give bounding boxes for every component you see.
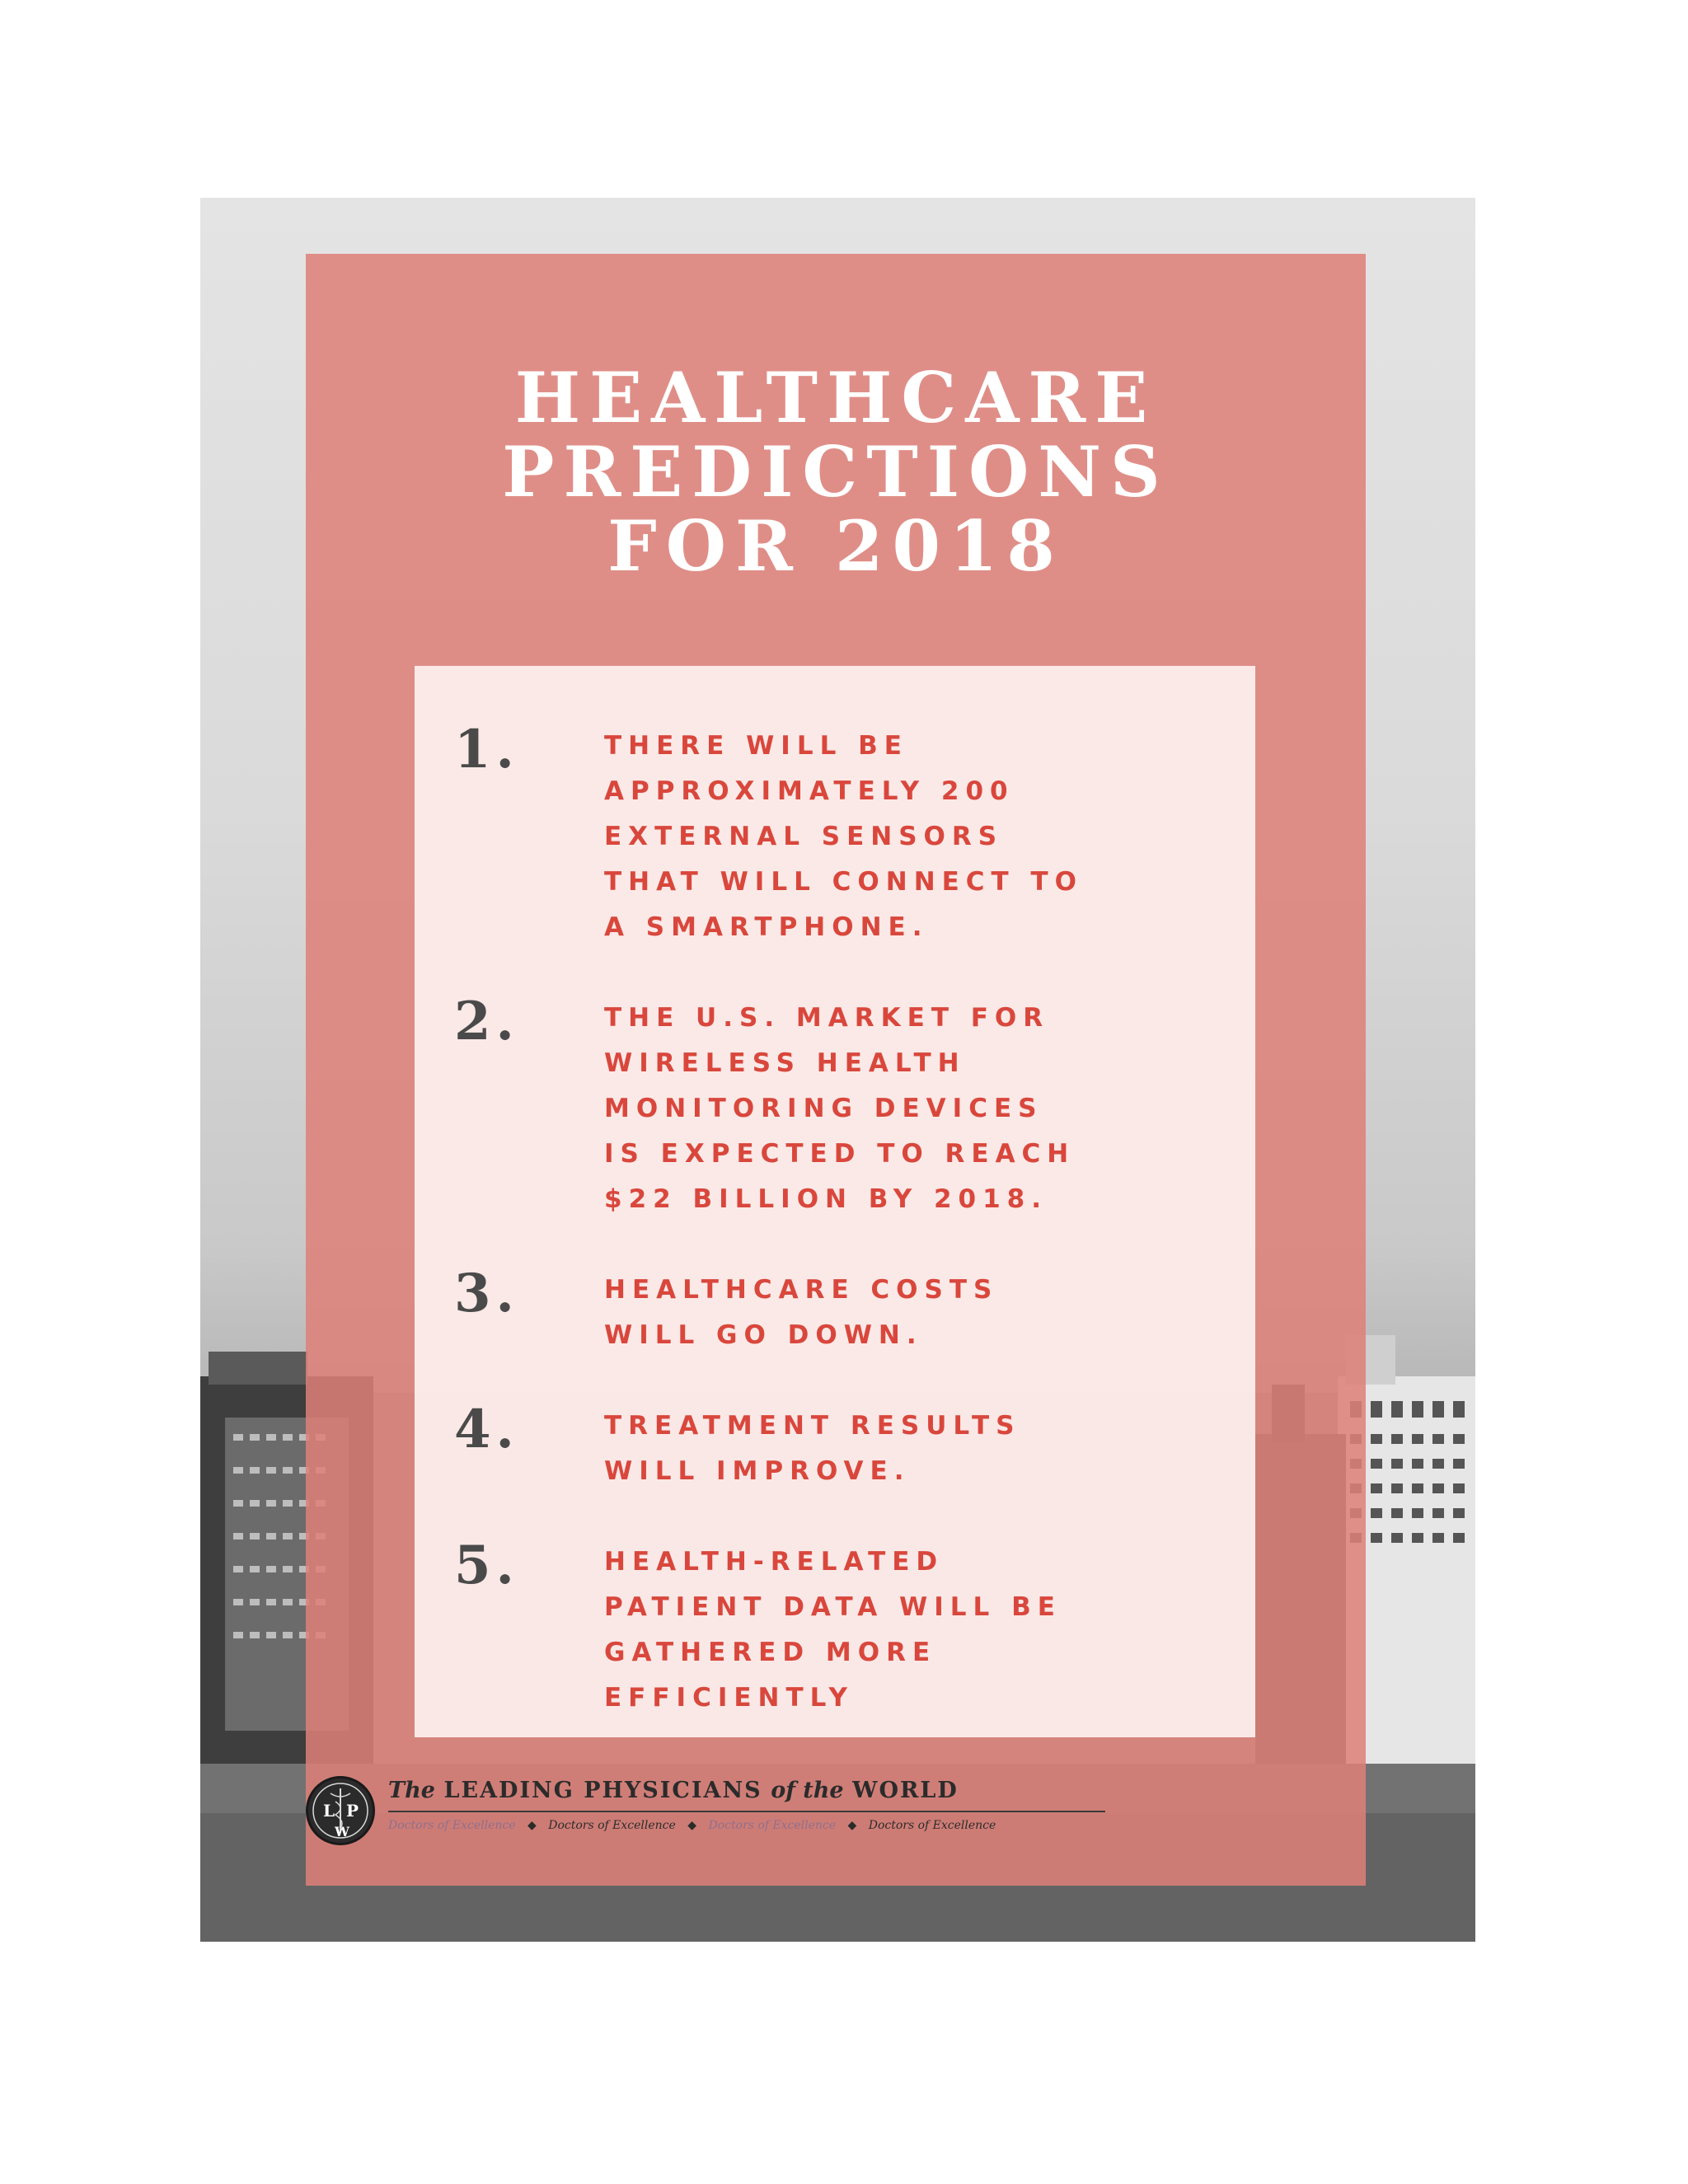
title-line-2: PREDICTIONS <box>502 431 1170 513</box>
headline-panel <box>306 254 1366 1886</box>
tagline-item: Doctors of Excellence <box>548 1819 676 1832</box>
item-line: GATHERED MORE <box>604 1638 937 1667</box>
item-line: $22 BILLION BY 2018. <box>604 1184 1048 1214</box>
tagline-separator: ◆ <box>687 1819 697 1832</box>
title-line-1: HEALTHCARE <box>514 357 1157 438</box>
item-number: 1. <box>454 719 519 780</box>
item-line: TREATMENT RESULTS <box>604 1411 1021 1441</box>
logo-letter-right: P <box>346 1801 359 1821</box>
poster <box>200 198 1475 1942</box>
item-line: EFFICIENTLY <box>604 1683 854 1713</box>
item-line: IS EXPECTED TO REACH <box>604 1139 1076 1169</box>
brand-the: The <box>388 1778 435 1803</box>
caduceus-seal-icon <box>306 1776 375 1845</box>
brand-divider <box>388 1811 1105 1812</box>
item-line: THAT WILL CONNECT TO <box>604 867 1083 897</box>
item-number: 2. <box>454 991 519 1052</box>
item-line: WILL GO DOWN. <box>604 1320 923 1350</box>
item-text <box>604 724 1231 950</box>
tagline-separator: ◆ <box>528 1819 537 1832</box>
item-text <box>604 1540 1231 1721</box>
item-text <box>604 1268 1231 1358</box>
item-line: WILL IMPROVE. <box>604 1456 911 1486</box>
page-title <box>306 357 1366 587</box>
brand-footer <box>306 1776 1171 1850</box>
brand-ofthe: of the <box>771 1778 844 1803</box>
item-line: MONITORING DEVICES <box>604 1094 1043 1123</box>
tagline-item: Doctors of Excellence <box>708 1819 837 1832</box>
item-line: HEALTH-RELATED <box>604 1547 945 1577</box>
item-line: THERE WILL BE <box>604 731 908 761</box>
tagline-item: Doctors of Excellence <box>868 1819 996 1832</box>
logo-letter-bottom: W <box>335 1824 349 1840</box>
item-line: PATIENT DATA WILL BE <box>604 1592 1062 1622</box>
brand-leading: LEADING PHYSICIANS <box>443 1778 762 1803</box>
predictions-list <box>415 666 1255 1737</box>
brand-world: WORLD <box>852 1778 959 1803</box>
title-line-3: FOR 2018 <box>607 505 1064 587</box>
item-text <box>604 996 1231 1222</box>
tagline-separator: ◆ <box>847 1819 857 1832</box>
item-line: WIRELESS HEALTH <box>604 1048 966 1078</box>
tagline-item: Doctors of Excellence <box>388 1819 516 1832</box>
item-text <box>604 1404 1231 1494</box>
item-line: APPROXIMATELY 200 <box>604 776 1015 806</box>
item-line: EXTERNAL SENSORS <box>604 822 1004 851</box>
item-line: THE U.S. MARKET FOR <box>604 1003 1050 1033</box>
item-number: 5. <box>454 1535 519 1596</box>
item-number: 4. <box>454 1399 519 1460</box>
logo-letter-left: L <box>323 1801 335 1821</box>
brand-name <box>388 1778 959 1803</box>
brand-tagline <box>388 1819 996 1832</box>
item-number: 3. <box>454 1263 519 1324</box>
item-line: A SMARTPHONE. <box>604 912 929 942</box>
item-line: HEALTHCARE COSTS <box>604 1275 999 1305</box>
